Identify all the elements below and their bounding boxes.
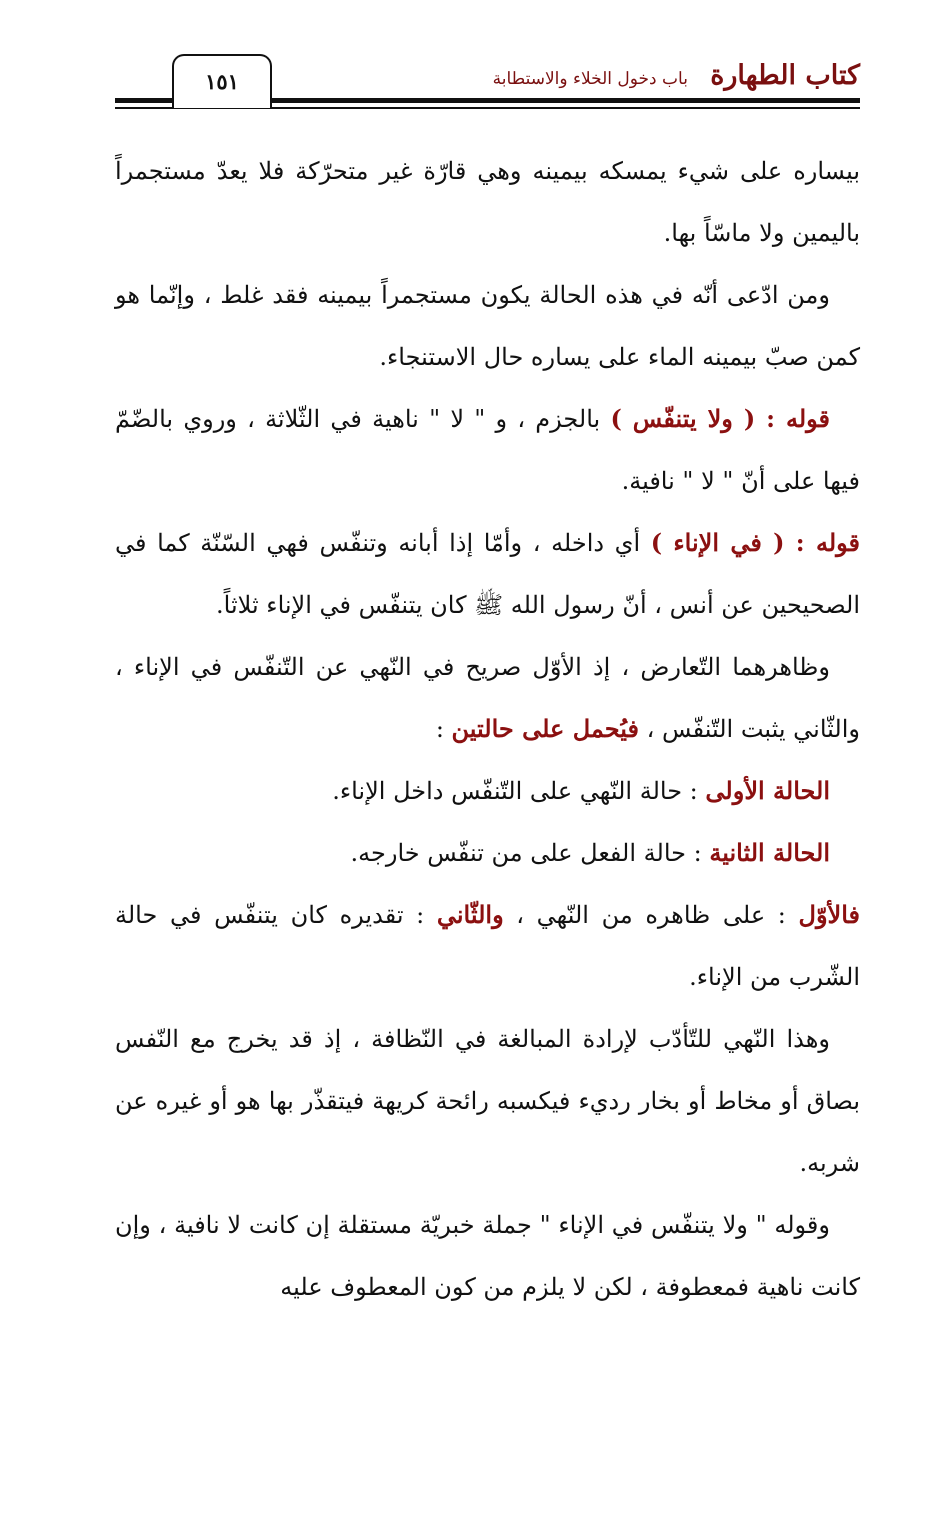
paragraph <box>115 512 860 636</box>
paragraph <box>115 636 860 760</box>
page-number: ١٥١ <box>172 54 272 108</box>
running-title <box>493 58 860 97</box>
paragraph <box>115 822 860 884</box>
paragraph-text: : حالة النّهي على التّنفّس داخل الإناء. <box>332 777 706 805</box>
page-header <box>115 54 860 112</box>
paragraph: بيساره على شيء يمسكه بيمينه وهي قارّة غير متحرّكة فلا يعدّ مستجمراً باليمين ولا ماسّاً بها. <box>115 157 860 247</box>
paragraph <box>115 884 860 1008</box>
case-label: الحالة الأولى <box>705 776 830 805</box>
paragraph-text: : على ظاهره من النّهي ، <box>503 901 799 929</box>
paragraph-text: : تقديره كان يتنفّس في حالة الشّرب من الإناء. <box>115 901 860 991</box>
commentary-label: قوله : ( في الإناء ) <box>650 528 861 557</box>
paragraph-text: وظاهرهما التّعارض ، إذ الأوّل صريح في النّهي عن التّنفّس في الإناء ، والثّاني يثبت التّنفّس ، <box>115 653 860 743</box>
paragraph: وقوله " ولا يتنفّس في الإناء " جملة خبريّة مستقلة إن كانت لا نافية ، وإن كانت ناهية فمعطوفة ، لكن لا يلزم من كون المعطوف عليه <box>115 1211 860 1301</box>
commentary-label: قوله : ( ولا يتنفّس ) <box>610 404 831 433</box>
paragraph-text: بالجزم ، و " لا " ناهية في الثّلاثة ، وروي بالضّمّ فيها على أنّ " لا " نافية. <box>115 405 860 495</box>
highlight-label: فيُحمل على حالتين <box>451 714 639 743</box>
paragraph <box>115 760 860 822</box>
paragraph-text: : حالة الفعل على من تنفّس خارجه. <box>350 839 710 867</box>
case-label: الحالة الثانية <box>709 838 830 867</box>
book-title: كتاب الطهارة <box>710 60 860 91</box>
paragraph <box>115 388 860 512</box>
page-body <box>115 140 860 1318</box>
highlight-label: والثّاني <box>436 900 504 929</box>
chapter-title: باب دخول الخلاء والاستطابة <box>492 69 688 89</box>
paragraph-text: : <box>435 715 452 743</box>
paragraph-text: أي داخله ، وأمّا إذا أبانه وتنفّس فهي السّنّة كما في الصحيحين عن أنس ، أنّ رسول الله ﷺ كان يتنفّس في الإناء ثلاثاً. <box>115 529 860 619</box>
highlight-label: فالأوّل <box>798 900 860 929</box>
paragraph: ومن ادّعى أنّه في هذه الحالة يكون مستجمراً بيمينه فقد غلط ، وإنّما هو كمن صبّ بيمينه الماء على يساره حال الاستنجاء. <box>115 281 860 371</box>
paragraph: وهذا النّهي للتّأدّب لإرادة المبالغة في النّظافة ، إذ قد يخرج مع النّفس بصاق أو مخاط أو بخار رديء فيكسبه رائحة كريهة فيتقذّر بها هو أو غيره عن شربه. <box>115 1025 861 1177</box>
